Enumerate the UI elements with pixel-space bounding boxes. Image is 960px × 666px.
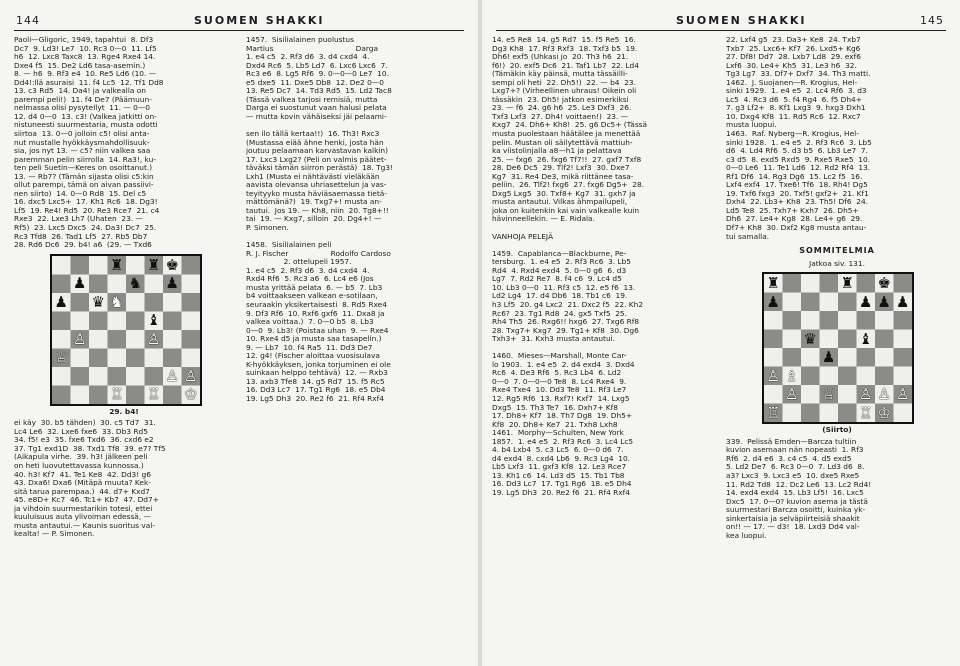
text-line: Lc5 4. Rc3 d6 5. f4 Rg4 6. f5 Dh4+ — [726, 94, 862, 104]
text-line: 1. e4 c5 2. Rf3 d6 3. d4 cxd4 4. — [246, 265, 370, 275]
text-line: (Mustassa eiää ähne henki, josta hän — [246, 137, 384, 147]
chess-diagram-2 — [762, 272, 914, 424]
text-line: 14. e5 Re8 14. g5 Rd7 15. f5 Re5 16. — [492, 36, 636, 44]
section-title-sommitelmia: SOMMITELMIA — [799, 246, 875, 256]
text-line: Txb7 25. Lxc6+ Kf7 26. Lxd5+ Kg6 — [726, 43, 861, 53]
text-line: teyityyko musta häviäsaemassa tietä- — [246, 188, 387, 198]
right-header-rule — [496, 30, 946, 31]
text-line: 43. Dxa6! Dxa6 (Mitäpä muuta? Kek- — [14, 478, 151, 488]
text-line: 22. Lxf4 g5 23. Da3+ Ke8 24. Txb7 — [726, 36, 861, 44]
text-line: 14. exd4 exd4 15. Lb3 Lf5! 16. Lxc5 — [726, 488, 864, 498]
text-line: on heti luovutettavassa kunnossa.) — [14, 460, 144, 470]
section-subtitle: Jatkoa siv. 131. — [809, 258, 865, 268]
left-page-header — [14, 12, 464, 30]
text-line: 339. Pelissä Emden—Barcza tultiin — [726, 436, 857, 446]
text-line: 16. Dd3 Lc7 17. Tg1 Rg6 18. e5 Db4 — [246, 385, 386, 395]
text-line: sempi oli heti 22. Dh5!) 22. — b4 23. — [492, 77, 636, 87]
text-line: d4 exd4 8. cxd4 Lb6 9. Rc3 Lg4 10. — [492, 453, 631, 463]
text-line: musta puolestaan häätälee ja menettää — [492, 129, 641, 139]
text-line: kuuluisuus auta ylivoiman edessä, — — [14, 512, 151, 522]
text-line: a3? Lxc3 9. Lxc3 e5 10. dxe5 Rxe5 — [726, 470, 860, 480]
text-line: 5. Ld2 De7 6. Rc3 0—0 7. Ld3 d6 8. — [726, 462, 865, 472]
text-line: tässäkin 23. Dh5! jatkon esimerkiksi — [492, 94, 629, 104]
text-line: Lf5 19. Re4! Rd5 20. Re3 Rce7 21. c4 — [14, 205, 160, 215]
text-line: (Tässä valkea tarjosi remisiä, mutta — [246, 94, 378, 104]
column-4-top-text — [726, 36, 948, 241]
text-line: Tg3 Lg7 33. Df7+ Dxf7 34. Th3 matti. — [726, 69, 871, 79]
text-line: Lc4 Le6 32. Lxe6 fxe6 33. Db3 Rd5 — [14, 426, 148, 436]
text-line: lo 1903. 1. e4 e5 2. d4 exd4 3. Dxd4 — [492, 359, 635, 369]
text-line: 1458. Sisilialainen peli — [246, 240, 332, 250]
text-line: Dxc5 17. 0—0? kuvion asema ja tästä — [726, 496, 868, 506]
text-line: 11. Rd2 Td8 12. Dc2 Le6 13. Lc2 Rd4! — [726, 479, 872, 489]
chess-piece-f1: ♖ — [859, 403, 873, 422]
chess-piece-b3: ♗ — [785, 366, 799, 385]
text-line: suinkaan helppo tehtävä) 12. — Rxb3 — [246, 368, 388, 378]
text-line: sinkertaisia ja selväpiirteisiä shaakit — [726, 513, 860, 523]
text-line: 19. Txf6 fxg3 20. Txf5! gxf2+ 21. Kf1 — [726, 188, 869, 198]
text-line: f6!) 20. exf5 Dc6 21. Taf1 Lb7 22. Ld4 — [492, 60, 639, 70]
text-line: nelmassa olisi pysytellyt 11. — 0—0 — [14, 103, 150, 113]
chess-piece-c5: ♛ — [803, 329, 817, 348]
text-line: Dxg5 Lxg5 30. Txf8+ Kg7 31. gxh7 ja — [492, 188, 636, 198]
text-line: Darga ei suostunut vaan halusi pelata — [246, 103, 387, 113]
text-line: 10. Dxg4 Kf8 11. Rd5 Rc6 12. Rxc7 — [726, 111, 861, 121]
text-line: joka on kuitenkin kai vain valkealle kuin — [492, 205, 640, 215]
text-line: Kf8 20. Dh8+ Ke7 21. Txh8 Lxh8 — [492, 419, 618, 429]
chess-piece-g8: ♚ — [165, 255, 179, 274]
text-line: K-hyökkäyksen, jonka torjuminen ei ole — [246, 359, 391, 369]
text-line: täväksi tämän siirron perästä) 18. Tg3! — [246, 163, 393, 173]
text-line: sinki 1928. 1. e4 e5 2. Rf3 Rc6 3. Lb5 — [726, 137, 872, 147]
text-line: musta luopui. — [726, 120, 777, 130]
text-line: Rd4 4. Rxd4 exd4 5. 0—0 g6 6. d3 — [492, 265, 627, 275]
text-line: sen ilo tällä kertaa!!) 16. Th3! Rxc3 — [246, 129, 380, 139]
text-line: 45. e8D+ Kc7 46. Tc1+ Kb7 47. Dd7+ — [14, 495, 159, 505]
text-line: 9. — Lb7 10. f4 Ra5 11. Dd3 De7 — [246, 342, 373, 352]
chess-piece-f4: ♙ — [147, 329, 161, 348]
text-line: nen siirto) 14. 0—0 Rd8 15. Del c5 — [14, 188, 147, 198]
chess-piece-a3: ♕ — [54, 348, 68, 367]
text-line: ei käy 30. b5 tähden) 30. c5 Td7 31. — [14, 418, 156, 428]
text-line: 1857. 1. e4 e5 2. Rf3 Rc6 3. Lc4 Lc5 — [492, 436, 634, 446]
chess-piece-d8: ♜ — [110, 255, 124, 274]
diagram-1-caption: 29. b4! — [109, 406, 139, 416]
text-line: 0—0 Le6 11. Te1 Ld6 12. Rd2 Rf4 13. — [726, 163, 871, 173]
text-line: sitä tarua parempaa.) 44. d7+ Kxd7 — [14, 486, 150, 496]
chess-piece-g8: ♚ — [877, 274, 891, 293]
text-line: 19. Lg5 Dh3 20. Re2 f6 21. Rf4 Rxf4 — [492, 487, 630, 497]
right-page-header — [496, 12, 946, 30]
text-line: Rc6? 23. Tg1 Rd8 24. gx5 Txf5 25. — [492, 308, 627, 318]
text-line: musta yrittää pelata 6. — b5 7. Lb3 — [246, 282, 383, 292]
text-line: 1462. J. Suojanen—R. Krogius, Hel- — [726, 77, 858, 87]
text-line: Df7+ Kh8 30. Dxf2 Kg8 musta antau- — [726, 223, 867, 233]
text-line: nut mustalle hyökkäysmahdollisuuk- — [14, 137, 150, 147]
left-header-rule — [14, 30, 464, 31]
chess-piece-f5: ♝ — [859, 329, 873, 348]
text-line: 1461. Morphy—Schulten, New York — [492, 428, 624, 438]
text-line: Dxe4 f5 15. De2 Ld6 tasa-asemin.) — [14, 60, 146, 70]
chess-piece-a1: ♖ — [766, 403, 780, 422]
text-line: kea luopui. — [726, 530, 767, 540]
chess-piece-e7: ♞ — [128, 274, 142, 293]
text-line: Lxf4 exf4 17. Txe6! Tf6 18. Rh4! Dg5 — [726, 180, 868, 190]
chess-piece-d2: ♕ — [822, 385, 836, 404]
text-line: (Aikapula virhe. 39. h3! jälkeen peli — [14, 452, 148, 462]
text-line: Dd4!:llä asuraisi 11. f4 Lc5 12. Tf1 Dd8 — [14, 77, 164, 87]
column-2 — [246, 36, 466, 660]
text-line: 13. c3 Rd5 14. Da4! ja valkealla on — [14, 86, 146, 96]
chess-piece-f7: ♟ — [859, 292, 873, 311]
diagram-2-caption: (Siirto) — [822, 425, 852, 435]
text-line: 2. ottelupeli 1957. — [246, 257, 352, 267]
text-line: Txf3 Lxf3 27. Dh4! voittaen!) 23. — — [492, 111, 629, 121]
text-line: Ld2 Lg4 17. d4 Db6 18. Tb1 c6 19. — [492, 291, 628, 301]
text-line: 13. axb3 Tfe8 14. g5 Rd7 15. f5 Rc5 — [246, 376, 385, 386]
text-line: 17. Dh8+ Kf7 18. Th7 Dg8 19. Dh5+ — [492, 411, 633, 421]
text-line: VANHOJA PELEJÄ — [492, 231, 554, 241]
text-line: Rc6 4. De3 Rf6 5. Rc3 Lb4 6. Ld2 — [492, 368, 622, 378]
text-line: 1457. Sisilialainen puolustus — [246, 36, 354, 44]
text-line: (Tämäkin käy päinsä, mutta tässäilli- — [492, 69, 628, 79]
left-page-number: 144 — [16, 14, 40, 27]
text-line: Dxh4 22. Lb3+ Kh8 23. Th5! Df6 24. — [726, 197, 868, 207]
text-line: 1463. Raf. Nyberg—R. Krogius, Hel- — [726, 129, 859, 139]
chess-piece-b4: ♙ — [73, 329, 87, 348]
text-line: h6 12. Lxc8 Taxc8 13. Rge4 Rxe4 14. — [14, 52, 156, 62]
chess-piece-a7: ♟ — [766, 292, 780, 311]
chess-piece-f1: ♖ — [147, 385, 161, 404]
right-page-number: 145 — [920, 14, 944, 27]
text-line: tui samalla. — [726, 231, 770, 241]
text-line: 8. — h6 9. Rf3 e4 10. Re5 Ld6 (10. — — [14, 69, 157, 79]
text-line: ja vihdoin suurmestarikin totesi, ettei — [14, 503, 153, 513]
text-line: 27. Df8! Dd7 28. Lxb7 Ld8 29. exf6 — [726, 52, 861, 62]
text-line: tai 19. — Kxg7, silloin 20. Dg4+! — — [246, 214, 382, 224]
text-line: musta antautui.— Kaunis suoritus val- — [14, 520, 155, 530]
text-line: ka viistolinjalla a8—h1 ja pelattava — [492, 146, 622, 156]
text-line: Lb5 Lxf3 11. gxf3 Kf8 12. Le3 Rce7 — [492, 462, 627, 472]
text-line: 28. Rd6 Dc6 29. b4! a6 (29. — Txd6 — [14, 240, 152, 250]
chess-piece-d1: ♖ — [110, 385, 124, 404]
text-line: 16. Dd3 Lc7 17. Tg1 Rg6 18. e5 Dh4 — [492, 479, 632, 489]
column-4-bottom-text — [726, 438, 948, 541]
text-line: ollut parempi, tämä on aivan passiivi- — [14, 180, 154, 190]
chess-piece-g1: ♔ — [877, 403, 891, 422]
text-line: 28. De6 Dc5 29. Tlf2! Lxf3 30. Dxe7 — [492, 163, 630, 173]
text-line: 10. Rxe4 d5 ja musta saa tasapelin.) — [246, 334, 382, 344]
text-line: Rf1 Df6 14. Rg3 Dg6 15. Lc2 f5 16. — [726, 171, 863, 181]
text-line: 19. Lg5 Dh3 20. Re2 f6 21. Rf4 Rxf4 — [246, 393, 384, 403]
chess-piece-g7: ♟ — [877, 292, 891, 311]
column-1 — [14, 36, 234, 660]
text-line: seuraakin yksikertaisesti 8. Rd5 Rxe4 — [246, 299, 387, 309]
column-3-text — [492, 36, 714, 498]
text-line: 10. Lb3 0—0 11. Rf3 c5 12. e5 f6 13. — [492, 282, 636, 292]
text-line: sia, jos nyt 13. — c5? niin valkea saa — [14, 146, 151, 156]
text-line: 13. — Rb7? (Tämän sijasta olisi c5:kin — [14, 171, 154, 181]
text-line: Rh4 Th5 26. Rxg6!! hxg6 27. Txg6 Rf8 — [492, 317, 640, 327]
text-line: Lxh1 (Musta ei nähtävästi vieläkään — [246, 171, 380, 181]
text-line: Rc3 e6 8. Lg5 Rf6 9. 0—0—0 Le7 10. — [246, 69, 389, 79]
chess-piece-c6: ♛ — [91, 292, 105, 311]
right-page — [482, 0, 960, 666]
text-line: sinki 1929. 1. e4 e5 2. Lc4 Rf6 3. d3 — [726, 86, 867, 96]
text-line: c3 d5 8. exd5 Rxd5 9. Rxe5 Rxe5 10. — [726, 154, 871, 164]
text-line: suurmestari Barcza osoitti, kuinka yk- — [726, 505, 866, 515]
text-line: 12. d4 0—0 13. c3! (Valkea jatkitti on- — [14, 111, 157, 121]
text-line: Rf6 2. d4 e6 3. c4 c5 4. d5 exd5 — [726, 453, 852, 463]
text-line: 12. g4! (Fischer aloittaa vuosisulava — [246, 351, 380, 361]
text-line: musta antautui. Vilkas ähmpailupeli, — [492, 197, 628, 207]
chess-piece-f8: ♜ — [147, 255, 161, 274]
left-running-title: SUOMEN SHAKKI — [194, 14, 325, 27]
chess-piece-h7: ♟ — [896, 292, 910, 311]
text-line: Paoli—Gligoric, 1949, tapahtui 8. Df3 — [14, 36, 154, 44]
text-line: 16. dxc5 Lxc5+ 17. Kh1 Rc6 18. Dg3! — [14, 197, 158, 207]
text-line: Dxd4 Rc6 5. Lb5 Ld7 6. Lxc6 Lxc6 7. — [246, 60, 388, 70]
text-line: Lxf6 30. Le4+ Kh5 31. Le3 h6 32. — [726, 60, 857, 70]
text-line: Rf5) 23. Lxc5 Dxc5 24. Da3! Dc7 25. — [14, 223, 157, 233]
text-line: h3 Lf5 20. g4 Lxc2 21. Dxc2 f5 22. Kh2 — [492, 299, 644, 309]
text-line: on!! — 17. — d3! 18. Lxd3 Dd4 val- — [726, 522, 860, 532]
text-line: Rxd4 Rf6 5. Rc3 a6 6. Lc4 e6 (Jos — [246, 274, 374, 284]
chess-piece-e8: ♜ — [840, 274, 854, 293]
chess-piece-a8: ♜ — [766, 274, 780, 293]
chess-piece-a6: ♟ — [54, 292, 68, 311]
text-line: Dh6! exf5 (Uhkasi jo 20. Th3 h6 21. — [492, 52, 629, 62]
chess-piece-g2: ♙ — [165, 366, 179, 385]
text-line: b4 voittaakseen valkean e-sotilaan, — [246, 291, 378, 301]
text-line: mättömänä?) 19. Txg7+! musta an- — [246, 197, 382, 207]
text-line: 0—0 9. Lb3! (Poistaa uhan 9. — Rxe4 — [246, 325, 389, 335]
column-3 — [492, 36, 714, 660]
chess-piece-h1: ♔ — [184, 385, 198, 404]
text-line: kealta! — P. Simonen. — [14, 529, 95, 539]
chess-piece-g2: ♙ — [877, 385, 891, 404]
chess-piece-d6: ♞ — [110, 292, 124, 311]
text-line: 4. b4 Lxb4 5. c3 Lc5 6. 0—0 d6 7. — [492, 445, 624, 455]
text-line: 17. Lxc3 Lxg2? (Peli on valmis päätet- — [246, 154, 387, 164]
right-running-title: SUOMEN SHAKKI — [676, 14, 807, 27]
text-line: R. J. Fischer Rodolfo Cardoso — [246, 248, 391, 258]
text-line: d6 4. Ld4 Rf6 5. d3 b5 6. Lb3 Le7 7. — [726, 146, 868, 156]
text-line: 0—0 7. 0—0—0 Te8 8. Lc4 Rxe4 9. — [492, 376, 627, 386]
text-line: Rxe3 22. Lxe3 Lh7 (Uhaten 23. — — [14, 214, 143, 224]
text-line: hävinneellekin. — E. Ridala. — [492, 214, 595, 224]
text-line: tersburg. 1. e4 e5 2. Rf3 Rc6 3. Lb5 — [492, 257, 632, 267]
left-page — [0, 0, 478, 666]
chess-piece-h2: ♙ — [896, 385, 910, 404]
chess-piece-g7: ♟ — [165, 274, 179, 293]
text-line: 9. Df3 Rf6 10. Rxf6 gxf6 11. Dxa8 ja — [246, 308, 385, 318]
text-line: tautui. Jos 19. — Kh8, niin 20. Tg8+!! — [246, 205, 389, 215]
text-line: Dh6 27. Le4+ Kg8 28. Le4+ g6 29. — [726, 214, 863, 224]
text-line: aavista olevansa uhriasettelun ja vas- — [246, 180, 387, 190]
text-line: Martius Darga — [246, 43, 379, 53]
column-1-bottom-text — [14, 419, 234, 539]
text-line: Dxg5 15. Th3 Te7 16. Dxh7+ Kf8 — [492, 402, 618, 412]
text-line: P. Simonen. — [246, 223, 289, 233]
chess-piece-h2: ♙ — [184, 366, 198, 385]
chess-piece-a3: ♙ — [766, 366, 780, 385]
text-line: 37. Tg1 exd1D 38. Txd1 Tf8 39. e7? Tf5 — [14, 443, 166, 453]
text-line: Rxe4 Txe4 10. Dd3 Te8 11. Rf3 Le7 — [492, 385, 627, 395]
text-line: Kxg7 24. Dh6+ Kh8! 25. g6 Dc5+ (Tässä — [492, 120, 648, 130]
text-line: 1459. Capablanca—Blackburne, Pe- — [492, 248, 627, 258]
text-line: 1460. Mieses—Marshall, Monte Car- — [492, 351, 627, 361]
column-4 — [726, 36, 948, 660]
column-1-top-text — [14, 36, 234, 250]
column-2-text — [246, 36, 466, 404]
text-line: 7. g3 Lf2+ 8. Kf1 Lxg3 9. hxg3 Dxh1 — [726, 103, 866, 113]
chess-piece-b2: ♙ — [785, 385, 799, 404]
chess-piece-f5: ♝ — [147, 311, 161, 330]
text-line: Lg7 7. Rd2 Re7 8. f4 c6 9. Lc4 d5 — [492, 274, 622, 284]
text-line: Dg3 Kh8 17. Rf3 Rxf3 18. Txf3 b5 19. — [492, 43, 638, 53]
text-line: peliin. 26. Tlf2! fxg6 27. fxg6 Dg5+ 28. — [492, 180, 645, 190]
text-line: Kg7 31. Re4 De3, mikä riittänee tasa- — [492, 171, 634, 181]
text-line: parempi peli!) 11. f4 De7 (Päämuun- — [14, 94, 152, 104]
text-line: Txh3+ 31. Kxh3 musta antautui. — [492, 334, 616, 344]
text-line: pelin. Mustan oli säilytettävä mattiuh- — [492, 137, 633, 147]
text-line: Ld5 Te8 25. Txh7+ Kxh7 26. Dh5+ — [726, 205, 859, 215]
text-line: — mutta kovin vähäiseksi jäi pelaami- — [246, 111, 387, 121]
chess-piece-b7: ♟ — [73, 274, 87, 293]
text-line: Rc3 Tfd8 26. Tad1 Lf5 27. Rb5 Db7 — [14, 231, 148, 241]
text-line: 23. — f6 24. g6 h6 25. Le3 Dxf3 26. — [492, 103, 632, 113]
text-line: valkea voittaa.) 7. 0—0 b5 8. Lb3 — [246, 317, 374, 327]
chess-piece-d4: ♟ — [822, 348, 836, 367]
text-line: 25. — fxg6 26. fxg6 Tf7!! 27. gxf7 Txf8 — [492, 154, 642, 164]
text-line: 13. Kh1 c6 14. Ld3 d5 15. Tb1 Tb8 — [492, 470, 625, 480]
text-line: joutuu pelaamaan karvastavan kalkin) — [246, 146, 388, 156]
text-line: paremman pelin siirrolla 14. Ra3!, ku- — [14, 154, 156, 164]
text-line: 28. Txg7+ Kxg7 29. Tg1+ Kf8 30. Dg6 — [492, 325, 639, 335]
text-line: siirtoa 13. 0—0 jolloin c5! olisi anta- — [14, 129, 150, 139]
text-line: Dc7 9. Ld3! Le7 10. Rc3 0—0 11. Lf5 — [14, 43, 157, 53]
text-line: kuvion asemaan nän nopeasti 1. Rf3 — [726, 445, 864, 455]
text-line: 34. f5! e3 35. fxe6 Txd6 36. cxd6 e2 — [14, 435, 154, 445]
chess-piece-f2: ♙ — [859, 385, 873, 404]
text-line: 40. h3! Kf7 41. Te1 Ke8 42. Dd3! g6 — [14, 469, 151, 479]
text-line: 12. Rg5 Rf6 13. Rxf7! Kxf7 14. Lxg5 — [492, 393, 630, 403]
text-line: ten peli Suetin—Keres on osoittanut.) — [14, 163, 153, 173]
text-line: 1. e4 c5 2. Rf3 d6 3. d4 cxd4 4. — [246, 52, 370, 62]
chess-diagram-1 — [50, 254, 202, 406]
text-line: e5 dxe5 11. Dxe5 Db8 12. De2 0—0 — [246, 77, 384, 87]
text-line: 13. Re5 Dc7 14. Td3 Rd5 15. Ld2 Tac8 — [246, 86, 392, 96]
text-line: Lxg7+? (Virheellinen uhraus! Oikein oli — [492, 86, 637, 96]
text-line: nistuneesti suurmestaria, musta odotti — [14, 120, 158, 130]
